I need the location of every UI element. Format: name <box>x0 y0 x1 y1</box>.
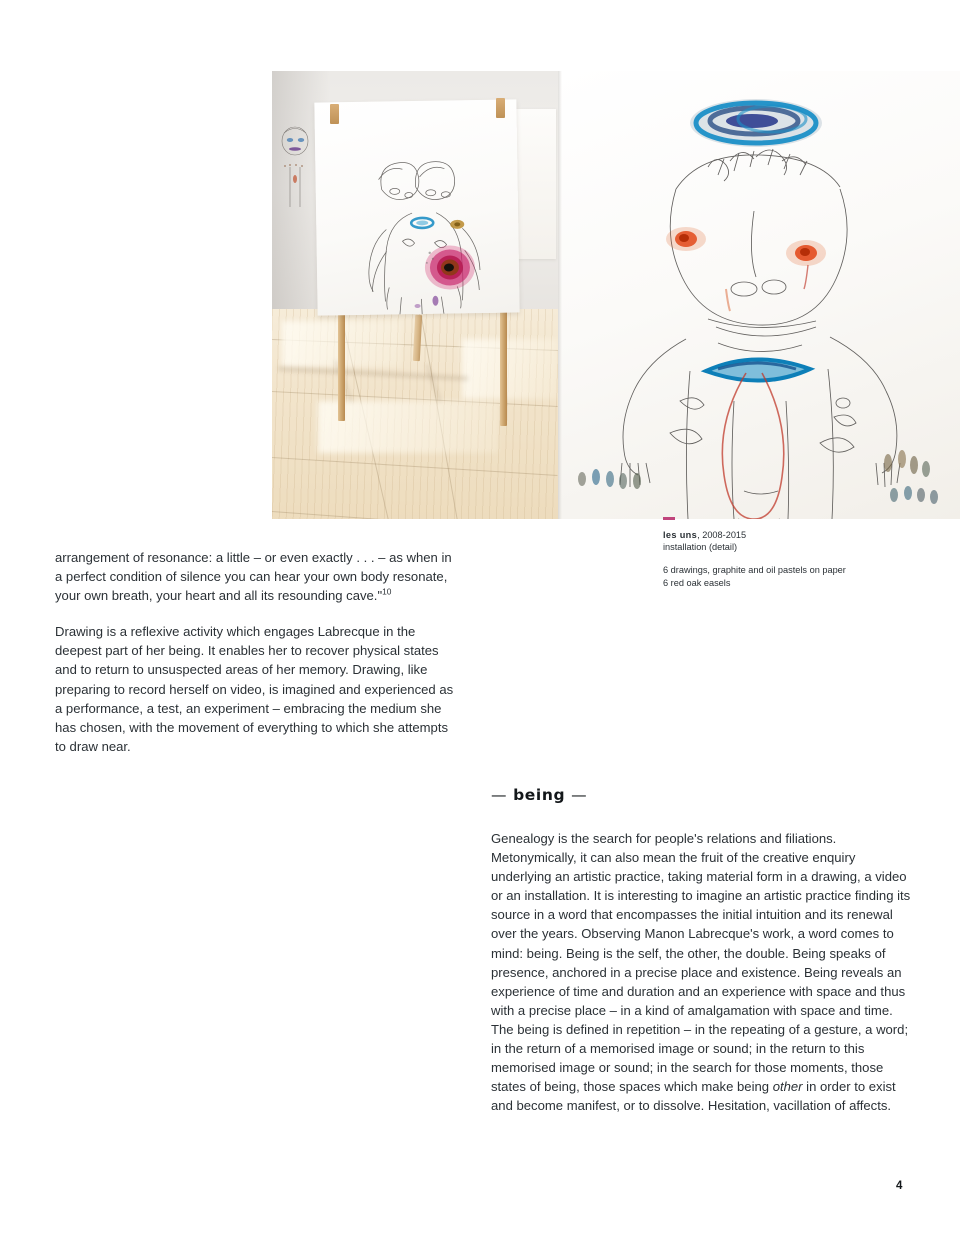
caption-rule <box>663 517 675 520</box>
red-oval-line <box>722 373 783 519</box>
paragraph-resonance <box>55 548 455 605</box>
footnote-marker-10: 10 <box>382 586 392 597</box>
red-rose-pastel <box>425 245 476 290</box>
caption-materials-line-1: 6 drawings, graphite and oil pastels on paper <box>663 565 846 576</box>
orange-pastel-left <box>666 227 706 251</box>
drawing-closeup-view <box>558 71 960 519</box>
section-heading-being <box>491 786 912 804</box>
photo-stage <box>272 71 960 519</box>
closeup-drawing-art <box>558 71 960 519</box>
caption-subtitle: installation (detail) <box>663 542 738 552</box>
caption-spacer <box>663 553 913 564</box>
blue-pastel-crown <box>690 99 822 147</box>
left-text-column <box>55 548 455 756</box>
paragraph-genealogy-part-2: in order to exist and become manifest, or to dissolve. Hesitation, vacillation of affects. <box>491 1079 896 1114</box>
drawing-on-sheet <box>314 99 519 315</box>
heading-dash-left: — <box>491 786 508 804</box>
easel-leg-left <box>338 307 345 421</box>
installation-photograph <box>272 71 960 519</box>
distant-drawing-art <box>272 109 318 259</box>
paragraph-drawing-reflexive: Drawing is a reflexive activity which engages Labrecque in the deepest part of her being. It enables her to recover physical states and to return to unsuspected areas of her memory. Drawing, like preparing to record herself on video, is imagined and experienced as a performance, a test, an experiment – embracing the medium she has chosen, with the movement of everything to which she attempts to draw near. <box>55 624 454 754</box>
sunlight-patch <box>462 339 558 399</box>
heading-dash-right: — <box>571 786 588 804</box>
paragraph-emphasis-other: other <box>772 1079 803 1095</box>
easel-leg-right <box>500 306 507 426</box>
caption-artwork-years: , 2008-2015 <box>697 529 747 540</box>
page-number: 4 <box>896 1180 903 1192</box>
orange-pastel-right <box>786 240 826 266</box>
caption-artwork-title: les uns <box>663 529 698 540</box>
figure-caption <box>663 517 913 589</box>
gallery-installation-view <box>272 71 558 519</box>
heading-label: being <box>513 786 566 804</box>
sunlight-patch <box>318 401 498 453</box>
pastel-dot-row-right <box>884 450 938 504</box>
paragraph-genealogy <box>491 829 912 1115</box>
blue-pastel-band <box>706 359 810 380</box>
pastel-dot-row-left <box>578 469 641 489</box>
paragraph-genealogy-part-1: Genealogy is the search for people's relations and filiations. Metonymically, it can also mean the fruit of the creative enquiry underlying an artistic practice, taking material form in a drawing, a video or an installation. It is interesting to imagine an artistic practice finding its source in a word that encompasses the initial intuition and its renewal over the years. Observing Manon Labrecque's work, a word comes to mind: being. Being is the self, the other, the double. Being speaks of presence, anchored in a precise place and existence. Being reveals an experience of time and duration and an experience with space and thus with a precise place – in a kind of amalgamation with space and time. The being is defined in repetition – in the repeating of a gesture, a word; in the return of a memorised image or sound; in the return to this memorised image or sound; in the search for those moments, those states of being, those spaces which make being <box>491 831 911 1095</box>
caption-title-line <box>663 529 913 541</box>
paragraph-resonance-text: arrangement of resonance: a little – or even exactly . . . – as when in a perfect condition of silence you can hear your own body resonate, your own breath, your heart and all its resounding cave." <box>55 550 452 604</box>
caption-materials-line-2: 6 red oak easels <box>663 577 731 588</box>
right-text-column <box>491 786 912 1115</box>
